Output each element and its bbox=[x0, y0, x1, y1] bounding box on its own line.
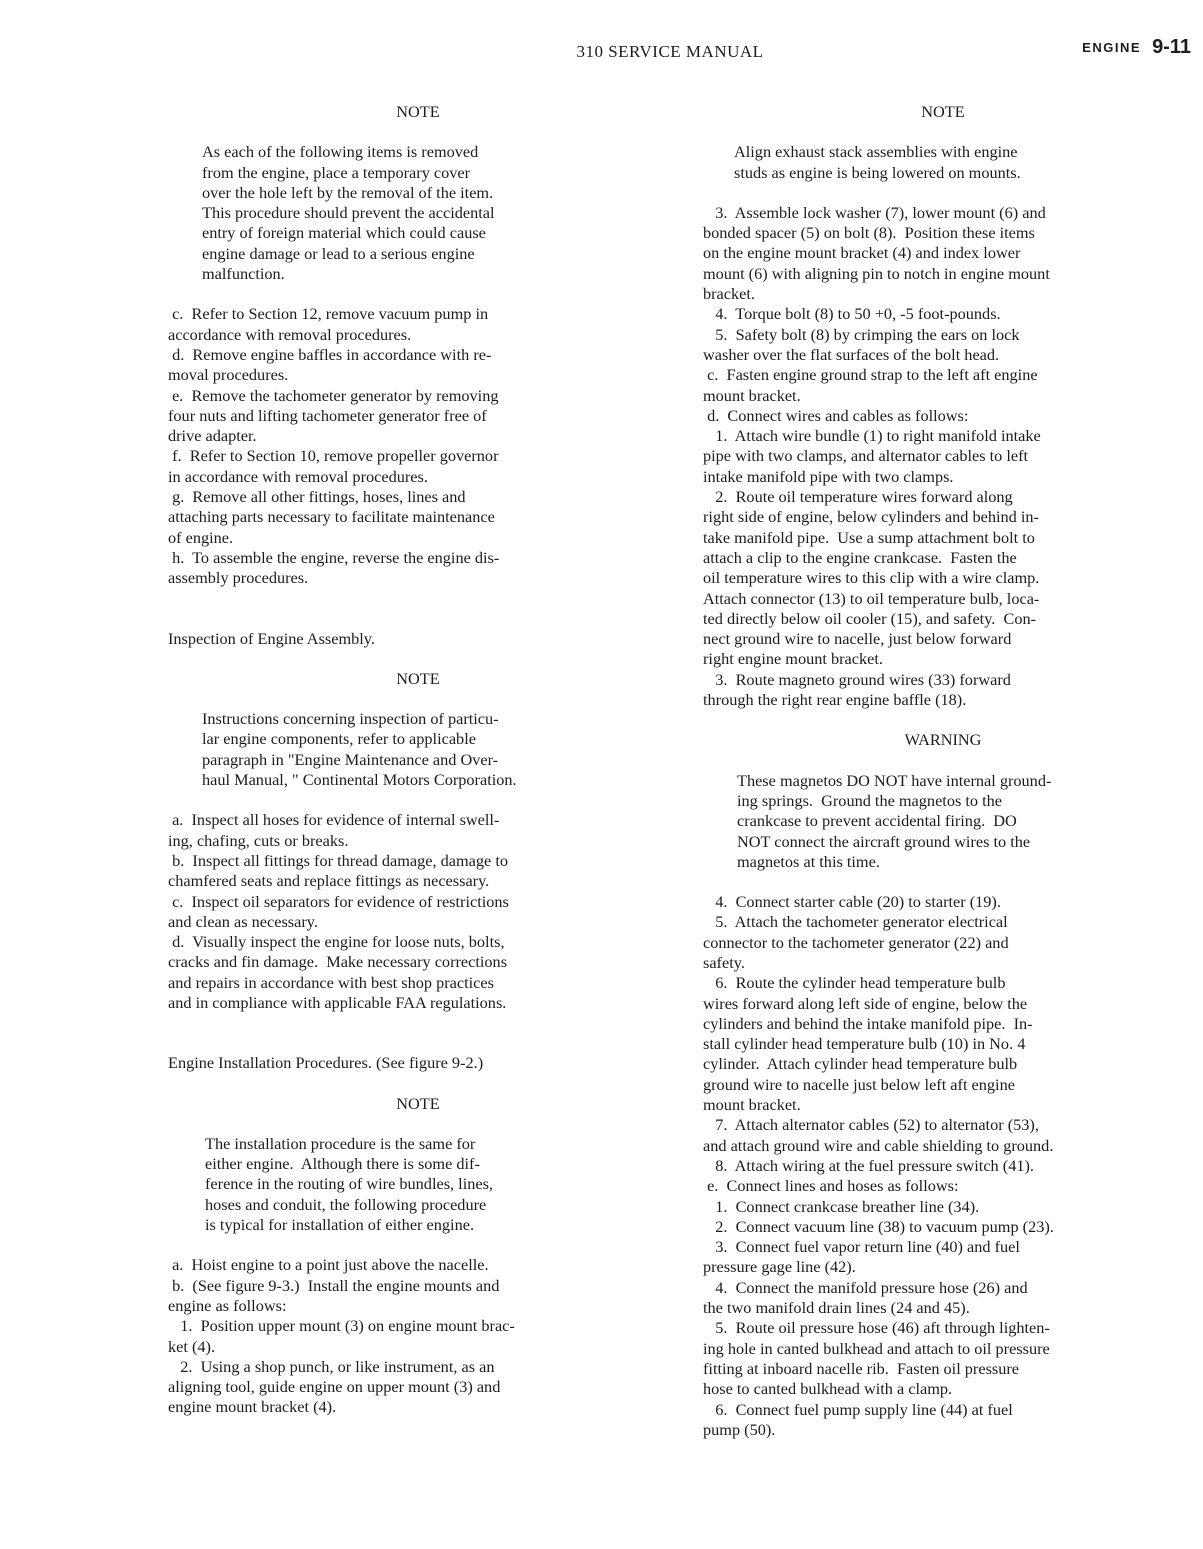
text-line: 5. Attach the tachometer generator electrical bbox=[703, 912, 1008, 932]
text-line: fitting at inboard nacelle rib. Fasten oil pressure bbox=[703, 1358, 1020, 1378]
note-heading: NOTE bbox=[921, 102, 965, 121]
text-line: ference in the routing of wire bundles, lines, bbox=[205, 1174, 493, 1194]
text-line: NOT connect the aircraft ground wires to the bbox=[737, 831, 1031, 851]
text-line: bonded spacer (5) on bolt (8). Position these items bbox=[703, 223, 1035, 243]
text-line: 7. Attach alternator cables (52) to alternator (53), bbox=[703, 1115, 1039, 1135]
text-line: engine as follows: bbox=[168, 1295, 287, 1315]
text-line: f. Refer to Section 10, remove propeller governor bbox=[168, 446, 499, 466]
text-line: d. Remove engine baffles in accordance with re- bbox=[168, 344, 492, 364]
text-line: attach a clip to the engine crankcase. Fasten the bbox=[703, 547, 1017, 567]
text-line: mount bracket. bbox=[703, 385, 801, 405]
text-line: a. Hoist engine to a point just above the nacelle. bbox=[168, 1255, 489, 1275]
text-line: from the engine, place a temporary cover bbox=[202, 162, 471, 182]
text-line: 4. Torque bolt (8) to 50 +0, -5 foot-pounds. bbox=[703, 304, 1001, 324]
text-line: over the hole left by the removal of the item. bbox=[202, 182, 494, 202]
text-line: assembly procedures. bbox=[168, 568, 309, 588]
note-body bbox=[205, 1134, 668, 1235]
text-line: wires forward along left side of engine, below the bbox=[703, 993, 1028, 1013]
text-line: ing springs. Ground the magnetos to the bbox=[737, 790, 1002, 810]
text-line: drive adapter. bbox=[168, 426, 257, 446]
text-line: Align exhaust stack assemblies with engine bbox=[734, 142, 1018, 162]
text-line: stall cylinder head temperature bulb (10) in No. 4 bbox=[703, 1034, 1026, 1054]
text-line: safety. bbox=[703, 952, 745, 972]
text-line: These magnetos DO NOT have internal ground- bbox=[737, 770, 1052, 790]
note-body bbox=[734, 142, 1193, 183]
text-line: through the right rear engine baffle (18). bbox=[703, 690, 967, 710]
text-line: 2. Connect vacuum line (38) to vacuum pump (23). bbox=[703, 1216, 1054, 1236]
text-line: pressure gage line (42). bbox=[703, 1257, 856, 1277]
text-line: b. Inspect all fittings for thread damage, damage to bbox=[168, 850, 508, 870]
manual-title: 310 SERVICE MANUAL bbox=[576, 42, 764, 61]
text-line: c. Refer to Section 12, remove vacuum pump in bbox=[168, 304, 489, 324]
right-column bbox=[703, 102, 1193, 1440]
text-line: Attach connector (13) to oil temperature bulb, loca- bbox=[703, 588, 1040, 608]
text-line: cracks and fin damage. Make necessary corrections bbox=[168, 952, 508, 972]
text-line: cylinder. Attach cylinder head temperature bulb bbox=[703, 1054, 1018, 1074]
installation-steps bbox=[168, 1255, 668, 1417]
text-line: lar engine components, refer to applicable bbox=[202, 729, 476, 749]
text-line: accordance with removal procedures. bbox=[168, 324, 412, 344]
text-line: h. To assemble the engine, reverse the engine dis- bbox=[168, 547, 500, 567]
text-line: ground wire to nacelle just below left aft engine bbox=[703, 1074, 1015, 1094]
text-line: and attach ground wire and cable shielding to ground. bbox=[703, 1135, 1054, 1155]
text-line: 6. Route the cylinder head temperature bulb bbox=[703, 973, 1006, 993]
text-line: g. Remove all other fittings, hoses, lines and bbox=[168, 487, 466, 507]
text-line: moval procedures. bbox=[168, 365, 289, 385]
text-line: The installation procedure is the same for bbox=[205, 1133, 476, 1153]
text-line: 5. Route oil pressure hose (46) aft through lighten- bbox=[703, 1318, 1050, 1338]
text-line: 2. Using a shop punch, or like instrument, as an bbox=[168, 1356, 495, 1376]
text-line: 1. Connect crankcase breather line (34). bbox=[703, 1196, 980, 1216]
text-line: nect ground wire to nacelle, just below forward bbox=[703, 629, 1012, 649]
text-line: magnetos at this time. bbox=[737, 851, 880, 871]
text-line: 5. Safety bolt (8) by crimping the ears on lock bbox=[703, 324, 1020, 344]
text-line: malfunction. bbox=[202, 264, 285, 284]
text-line: 4. Connect the manifold pressure hose (26) and bbox=[703, 1277, 1028, 1297]
section-name: ENGINE bbox=[1082, 40, 1141, 55]
text-line: ing hole in canted bulkhead and attach to oil pressure bbox=[703, 1338, 1050, 1358]
text-line: chamfered seats and replace fittings as necessary. bbox=[168, 871, 490, 891]
note-body bbox=[202, 709, 668, 790]
text-line: pipe with two clamps, and alternator cables to left bbox=[703, 446, 1029, 466]
text-line: hoses and conduit, the following procedure bbox=[205, 1194, 487, 1214]
warning-body bbox=[737, 771, 1193, 872]
text-line: 3. Route magneto ground wires (33) forward bbox=[703, 669, 1011, 689]
text-line: c. Inspect oil separators for evidence of restrictions bbox=[168, 891, 509, 911]
text-line: a. Inspect all hoses for evidence of internal swell- bbox=[168, 810, 500, 830]
text-line: cylinders and behind the intake manifold pipe. In- bbox=[703, 1013, 1033, 1033]
text-line: e. Remove the tachometer generator by removing bbox=[168, 385, 499, 405]
text-line: the two manifold drain lines (24 and 45). bbox=[703, 1298, 970, 1318]
text-line: haul Manual, " Continental Motors Corporation. bbox=[202, 770, 517, 790]
text-line: right engine mount bracket. bbox=[703, 649, 883, 669]
text-line: d. Connect wires and cables as follows: bbox=[703, 405, 969, 425]
note-body bbox=[202, 142, 668, 284]
mounting-steps bbox=[703, 203, 1193, 710]
text-line: mount bracket. bbox=[703, 1095, 801, 1115]
text-line: on the engine mount bracket (4) and index lower bbox=[703, 243, 1021, 263]
text-line: 6. Connect fuel pump supply line (44) at fuel bbox=[703, 1399, 1013, 1419]
note-heading: NOTE bbox=[396, 102, 440, 121]
text-line: 3. Connect fuel vapor return line (40) and fuel bbox=[703, 1237, 1020, 1257]
text-line: four nuts and lifting tachometer generator free of bbox=[168, 405, 487, 425]
text-line: mount (6) with aligning pin to notch in engine mount bbox=[703, 263, 1050, 283]
connection-steps bbox=[703, 892, 1193, 1440]
text-line: and clean as necessary. bbox=[168, 911, 318, 931]
text-line: 3. Assemble lock washer (7), lower mount (6) and bbox=[703, 202, 1046, 222]
text-line: crankcase to prevent accidental firing. DO bbox=[737, 811, 1017, 831]
text-line: right side of engine, below cylinders and behind in- bbox=[703, 507, 1039, 527]
text-line: hose to canted bulkhead with a clamp. bbox=[703, 1379, 953, 1399]
text-line: and repairs in accordance with best shop practices bbox=[168, 972, 494, 992]
text-line: take manifold pipe. Use a sump attachment bolt to bbox=[703, 527, 1035, 547]
inspection-steps bbox=[168, 810, 668, 1013]
text-line: c. Fasten engine ground strap to the left aft engine bbox=[703, 365, 1038, 385]
text-line: oil temperature wires to this clip with a wire clamp. bbox=[703, 568, 1040, 588]
text-line: Instructions concerning inspection of particu- bbox=[202, 709, 499, 729]
text-line: ted directly below oil cooler (15), and safety. Con- bbox=[703, 608, 1037, 628]
text-line: intake manifold pipe with two clamps. bbox=[703, 466, 954, 486]
text-line: 4. Connect starter cable (20) to starter (19). bbox=[703, 892, 1001, 912]
warning-heading: WARNING bbox=[904, 730, 982, 750]
text-line: ing, chafing, cuts or breaks. bbox=[168, 830, 349, 850]
text-line: entry of foreign material which could cause bbox=[202, 223, 486, 243]
text-line: d. Visually inspect the engine for loose nuts, bolts, bbox=[168, 932, 505, 952]
removal-steps bbox=[168, 304, 668, 588]
text-line: 1. Position upper mount (3) on engine mount brac- bbox=[168, 1316, 515, 1336]
text-line: washer over the flat surfaces of the bolt head. bbox=[703, 344, 1000, 364]
left-column bbox=[168, 102, 668, 1418]
text-line: connector to the tachometer generator (22) and bbox=[703, 932, 1009, 952]
text-line: engine mount bracket (4). bbox=[168, 1397, 337, 1417]
text-line: attaching parts necessary to facilitate maintenance bbox=[168, 507, 495, 527]
text-line: b. (See figure 9-3.) Install the engine mounts and bbox=[168, 1275, 500, 1295]
text-line: e. Connect lines and hoses as follows: bbox=[703, 1176, 959, 1196]
text-line: 1. Attach wire bundle (1) to right manifold intake bbox=[703, 426, 1041, 446]
text-line: either engine. Although there is some dif- bbox=[205, 1154, 480, 1174]
note-heading: NOTE bbox=[396, 1093, 440, 1113]
note-heading: NOTE bbox=[396, 668, 440, 688]
text-line: As each of the following items is removed bbox=[202, 142, 479, 162]
text-line: of engine. bbox=[168, 527, 234, 547]
section-heading-installation: Engine Installation Procedures. (See figure 9-2.) bbox=[168, 1053, 484, 1073]
text-line: studs as engine is being lowered on mounts. bbox=[734, 162, 1021, 182]
text-line: 8. Attach wiring at the fuel pressure switch (41). bbox=[703, 1155, 1034, 1175]
page-number: 9-11 bbox=[1152, 36, 1191, 58]
text-line: pump (50). bbox=[703, 1419, 776, 1439]
text-line: This procedure should prevent the accidental bbox=[202, 203, 495, 223]
text-line: engine damage or lead to a serious engine bbox=[202, 243, 475, 263]
text-line: aligning tool, guide engine on upper mount (3) and bbox=[168, 1377, 501, 1397]
text-line: 2. Route oil temperature wires forward along bbox=[703, 487, 1013, 507]
text-line: ket (4). bbox=[168, 1336, 216, 1356]
text-line: paragraph in "Engine Maintenance and Over- bbox=[202, 749, 499, 769]
section-heading-inspection: Inspection of Engine Assembly. bbox=[168, 628, 375, 648]
text-line: is typical for installation of either engine. bbox=[205, 1215, 475, 1235]
text-line: in accordance with removal procedures. bbox=[168, 466, 428, 486]
text-line: bracket. bbox=[703, 284, 755, 304]
text-line: and in compliance with applicable FAA regulations. bbox=[168, 992, 507, 1012]
